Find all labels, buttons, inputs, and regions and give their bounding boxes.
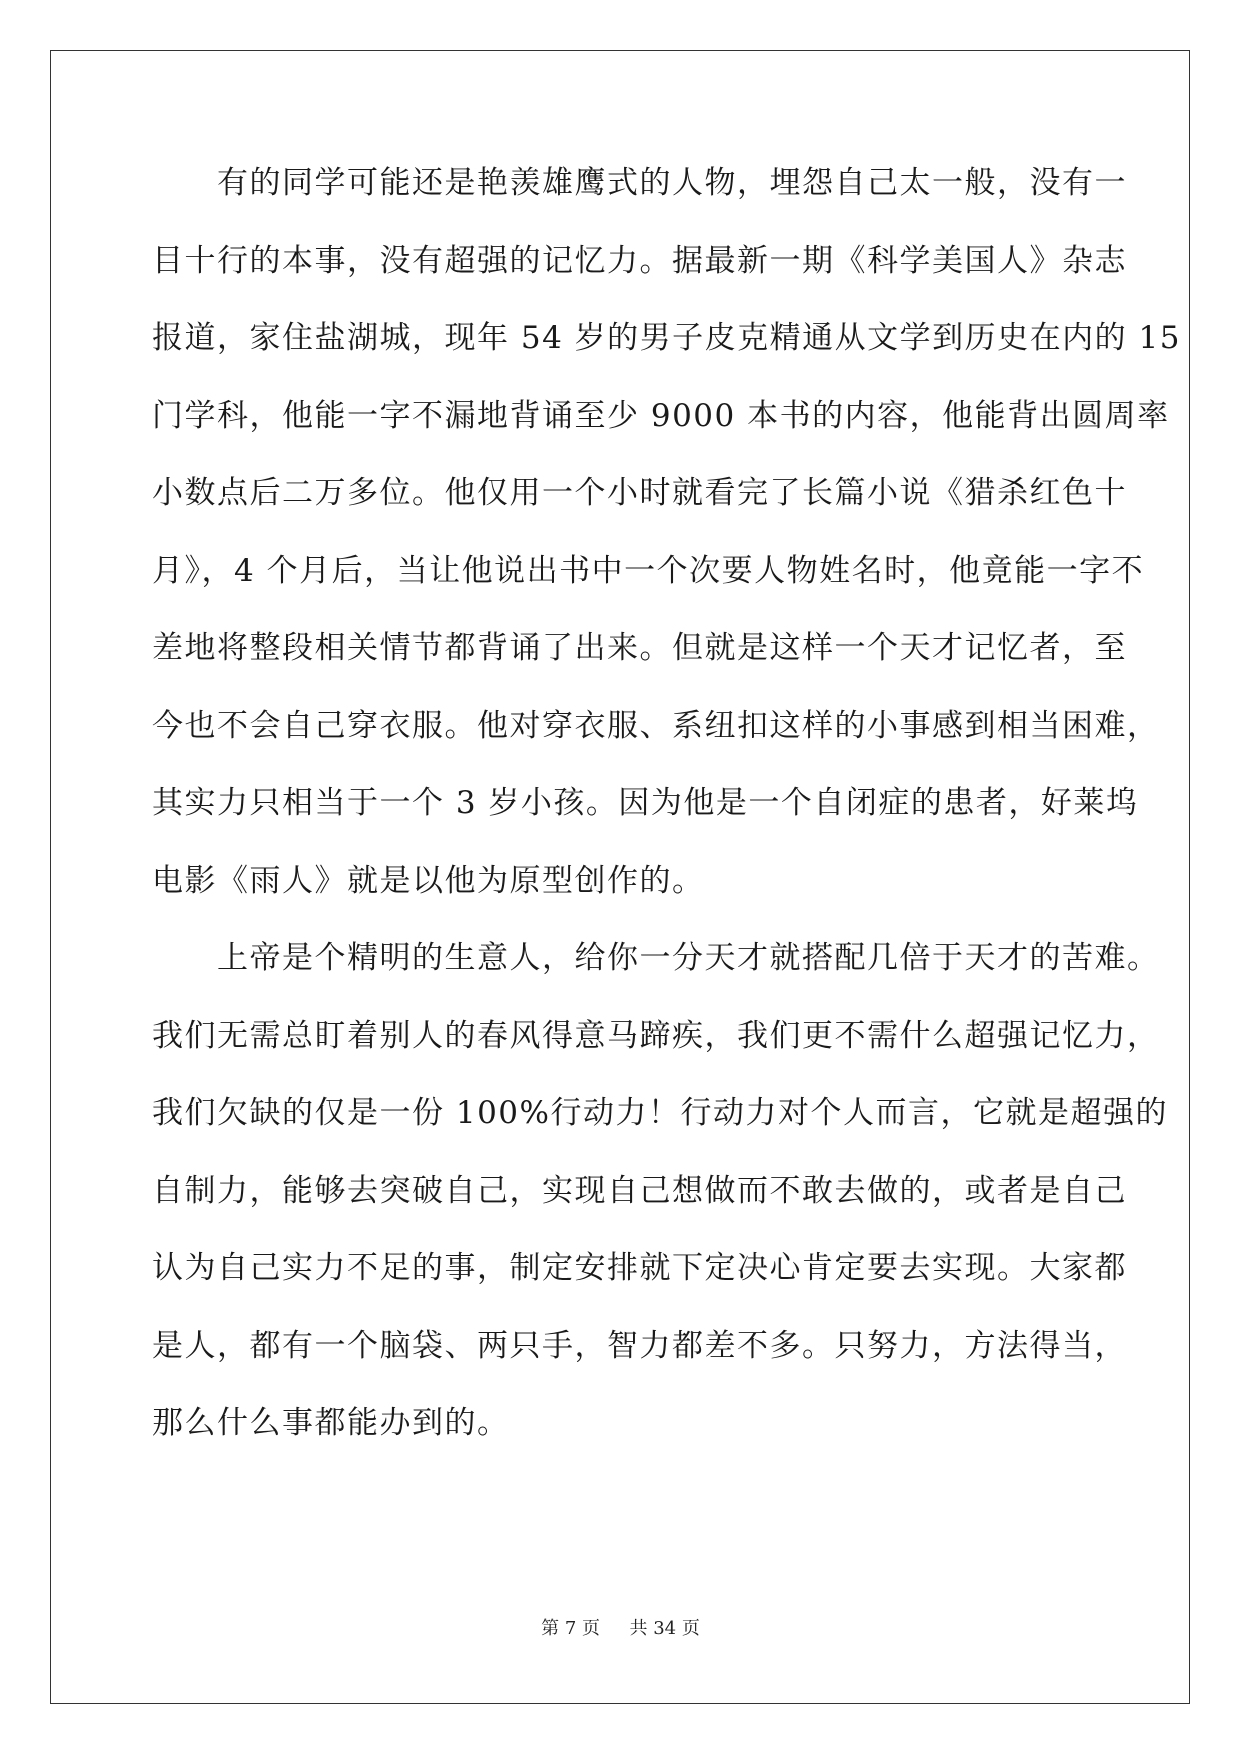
text-line: 门学科，他能一字不漏地背诵至少 9000 本书的内容，他能背出圆周率 xyxy=(152,397,1170,434)
text-line: 是人，都有一个脑袋、两只手，智力都差不多。只努力，方法得当， xyxy=(152,1327,1127,1364)
text-line: 月》，4 个月后，当让他说出书中一个次要人物姓名时，他竟能一字不 xyxy=(152,552,1145,589)
text-line: 认为自己实力不足的事，制定安排就下定决心肯定要去实现。大家都 xyxy=(152,1250,1127,1286)
text-line: 目十行的本事，没有超强的记忆力。据最新一期《科学美国人》杂志 xyxy=(152,242,1127,279)
text-line: 今也不会自己穿衣服。他对穿衣服、系纽扣这样的小事感到相当困难， xyxy=(152,707,1160,744)
text-line: 电影《雨人》就是以他为原型创作的。 xyxy=(152,862,705,899)
page-footer xyxy=(0,1614,1241,1640)
paragraph-1 xyxy=(152,164,1181,939)
text-line: 我们无需总盯着别人的春风得意马蹄疾，我们更不需什么超强记忆力， xyxy=(152,1017,1160,1054)
document-body xyxy=(152,164,1181,1482)
paragraph-2 xyxy=(152,939,1168,1482)
page-total: 共 34 页 xyxy=(629,1618,700,1639)
text-line: 差地将整段相关情节都背诵了出来。但就是这样一个天才记忆者，至 xyxy=(152,630,1127,666)
page-number: 第 7 页 xyxy=(541,1618,601,1639)
text-line: 我们欠缺的仅是一份 100%行动力！行动力对个人而言，它就是超强的 xyxy=(152,1095,1168,1131)
text-line: 那么什么事都能办到的。 xyxy=(152,1405,510,1441)
text-line: 上帝是个精明的生意人，给你一分天才就搭配几倍于天才的苦难。 xyxy=(152,940,1160,976)
text-line: 有的同学可能还是艳羡雄鹰式的人物，埋怨自己太一般，没有一 xyxy=(152,165,1127,201)
text-line: 其实力只相当于一个 3 岁小孩。因为他是一个自闭症的患者，好莱坞 xyxy=(152,785,1139,821)
text-line: 自制力，能够去突破自己，实现自己想做而不敢去做的，或者是自己 xyxy=(152,1172,1127,1209)
text-line: 小数点后二万多位。他仅用一个小时就看完了长篇小说《猎杀红色十 xyxy=(152,475,1127,511)
text-line: 报道，家住盐湖城，现年 54 岁的男子皮克精通从文学到历史在内的 15 xyxy=(152,320,1181,356)
